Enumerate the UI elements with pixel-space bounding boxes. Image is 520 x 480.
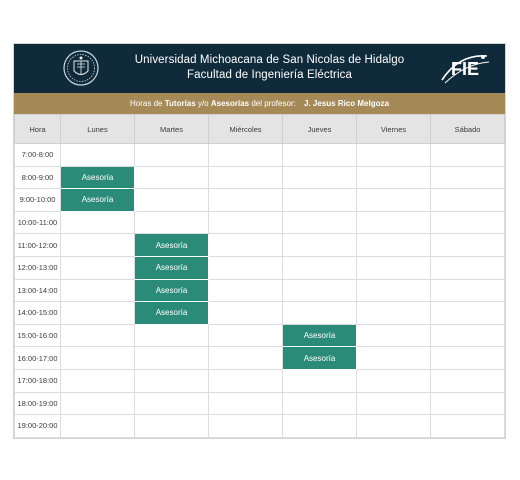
empty-slot (61, 234, 135, 257)
empty-slot (357, 211, 431, 234)
asesoria-slot: Asesoría (283, 347, 357, 370)
empty-slot (357, 166, 431, 189)
empty-slot (431, 144, 505, 167)
table-row (15, 369, 505, 392)
empty-slot (209, 144, 283, 167)
empty-slot (357, 302, 431, 325)
empty-slot (209, 302, 283, 325)
empty-slot (357, 324, 431, 347)
empty-slot (357, 189, 431, 212)
empty-slot (357, 234, 431, 257)
faculty-name: Facultad de Ingeniería Eléctrica (187, 69, 352, 81)
hour-cell: 9:00-10:00 (15, 189, 61, 212)
empty-slot (357, 347, 431, 370)
asesoria-slot: Asesoría (135, 234, 209, 257)
table-row (15, 144, 505, 167)
university-seal-icon (62, 49, 100, 87)
hour-cell: 12:00-13:00 (15, 256, 61, 279)
hour-cell: 8:00-9:00 (15, 166, 61, 189)
table-row (15, 302, 505, 325)
fie-logo-icon (439, 50, 491, 86)
empty-slot (209, 324, 283, 347)
empty-slot (357, 256, 431, 279)
empty-slot (283, 256, 357, 279)
empty-slot (431, 347, 505, 370)
empty-slot (61, 415, 135, 438)
empty-slot (209, 189, 283, 212)
column-header: Jueves (283, 115, 357, 144)
table-row (15, 189, 505, 212)
empty-slot (357, 144, 431, 167)
column-header: Hora (15, 115, 61, 144)
table-row (15, 347, 505, 370)
empty-slot (209, 347, 283, 370)
hour-cell: 17:00-18:00 (15, 369, 61, 392)
asesoria-slot: Asesoría (283, 324, 357, 347)
empty-slot (357, 369, 431, 392)
empty-slot (357, 392, 431, 415)
column-header: Viernes (357, 115, 431, 144)
empty-slot (135, 324, 209, 347)
table-row (15, 166, 505, 189)
empty-slot (431, 189, 505, 212)
empty-slot (283, 234, 357, 257)
empty-slot (61, 302, 135, 325)
header-row (15, 115, 505, 144)
empty-slot (61, 392, 135, 415)
empty-slot (61, 144, 135, 167)
empty-slot (431, 234, 505, 257)
hour-cell: 14:00-15:00 (15, 302, 61, 325)
empty-slot (209, 392, 283, 415)
asesoria-slot: Asesoría (135, 279, 209, 302)
table-row (15, 256, 505, 279)
empty-slot (431, 324, 505, 347)
table-row (15, 279, 505, 302)
hour-cell: 16:00-17:00 (15, 347, 61, 370)
subtitle-tutorias: Tutorías (164, 99, 196, 108)
hour-cell: 11:00-12:00 (15, 234, 61, 257)
empty-slot (135, 211, 209, 234)
table-row (15, 324, 505, 347)
asesoria-slot: Asesoría (135, 302, 209, 325)
empty-slot (209, 166, 283, 189)
empty-slot (283, 144, 357, 167)
hour-cell: 7:00-8:00 (15, 144, 61, 167)
empty-slot (283, 279, 357, 302)
empty-slot (135, 144, 209, 167)
hour-cell: 13:00-14:00 (15, 279, 61, 302)
schedule-card (13, 43, 506, 439)
professor-name: J. Jesus Rico Melgoza (304, 99, 389, 108)
professor-bar (14, 93, 505, 114)
empty-slot (209, 256, 283, 279)
empty-slot (209, 279, 283, 302)
university-name: Universidad Michoacana de San Nicolas de Hidalgo (134, 54, 405, 66)
empty-slot (431, 369, 505, 392)
empty-slot (61, 369, 135, 392)
schedule-table (14, 114, 505, 438)
empty-slot (61, 324, 135, 347)
empty-slot (61, 211, 135, 234)
empty-slot (431, 302, 505, 325)
header-title (124, 53, 415, 83)
subtitle-y-o: y/o (197, 99, 209, 108)
hour-cell: 10:00-11:00 (15, 211, 61, 234)
empty-slot (135, 189, 209, 212)
empty-slot (431, 392, 505, 415)
empty-slot (135, 166, 209, 189)
table-row (15, 415, 505, 438)
empty-slot (209, 234, 283, 257)
empty-slot (209, 211, 283, 234)
empty-slot (431, 166, 505, 189)
empty-slot (283, 302, 357, 325)
empty-slot (431, 415, 505, 438)
asesoria-slot: Asesoría (61, 189, 135, 212)
asesoria-slot: Asesoría (61, 166, 135, 189)
empty-slot (431, 211, 505, 234)
column-header: Lunes (61, 115, 135, 144)
empty-slot (61, 347, 135, 370)
empty-slot (61, 256, 135, 279)
empty-slot (283, 211, 357, 234)
asesoria-slot: Asesoría (135, 256, 209, 279)
hour-cell: 18:00-19:00 (15, 392, 61, 415)
empty-slot (135, 415, 209, 438)
fie-logo-text: FIE (450, 59, 480, 79)
hour-cell: 15:00-16:00 (15, 324, 61, 347)
column-header: Sábado (431, 115, 505, 144)
column-header: Miércoles (209, 115, 283, 144)
table-row (15, 234, 505, 257)
empty-slot (283, 369, 357, 392)
empty-slot (357, 279, 431, 302)
empty-slot (135, 369, 209, 392)
subtitle-asesorias: Asesorías (210, 99, 250, 108)
subtitle-prefix: Horas de (130, 99, 163, 108)
empty-slot (283, 166, 357, 189)
empty-slot (135, 392, 209, 415)
subtitle-suffix: del profesor: (251, 99, 296, 108)
empty-slot (283, 392, 357, 415)
empty-slot (61, 279, 135, 302)
table-row (15, 211, 505, 234)
empty-slot (431, 279, 505, 302)
empty-slot (135, 347, 209, 370)
empty-slot (283, 415, 357, 438)
table-row (15, 392, 505, 415)
empty-slot (209, 415, 283, 438)
schedule-body (15, 144, 505, 438)
empty-slot (283, 189, 357, 212)
column-header: Martes (135, 115, 209, 144)
hour-cell: 19:00-20:00 (15, 415, 61, 438)
empty-slot (431, 256, 505, 279)
empty-slot (357, 415, 431, 438)
empty-slot (209, 369, 283, 392)
header-banner (14, 44, 505, 93)
